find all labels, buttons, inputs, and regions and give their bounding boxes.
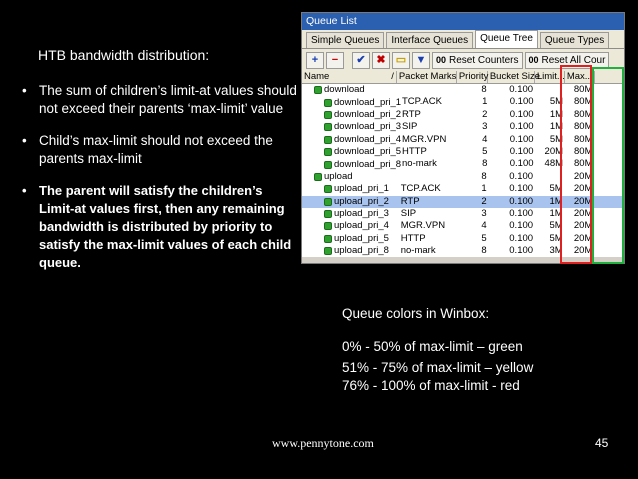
tab-queue-types[interactable]: Queue Types (540, 32, 609, 48)
col-limit-at[interactable]: Limit... (536, 71, 565, 82)
queue-icon (324, 111, 332, 119)
cell-limit: 5M (549, 220, 563, 232)
queue-name: download_pri_5 (334, 146, 402, 158)
queue-icon (324, 161, 332, 169)
cell-max: 80M (574, 96, 593, 108)
cell-limit: 1M (549, 207, 563, 219)
cell-max: 20M (573, 170, 593, 182)
queue-icon (324, 222, 332, 230)
note-red: 76% - 100% of max-limit - red (342, 378, 520, 393)
col-name[interactable] (302, 71, 397, 83)
queue-icon (314, 86, 322, 94)
cell-priority: 1 (482, 96, 488, 108)
cell-marks: TCP.ACK (400, 183, 441, 195)
cell-marks: no-mark (402, 158, 437, 170)
cell-limit: 5M (549, 183, 563, 195)
queue-icon (324, 148, 332, 156)
cell-priority: 5 (481, 232, 487, 244)
cell-bucket: 0.100 (509, 220, 534, 232)
cell-bucket: 0.100 (509, 195, 534, 207)
bullet-dot: • (22, 83, 27, 98)
queue-name: download_pri_3 (334, 121, 402, 133)
bullet-dot: • (22, 183, 27, 198)
enable-check-icon[interactable]: ✔ (352, 52, 370, 69)
tab-interface-queues[interactable]: Interface Queues (386, 32, 473, 48)
max-limit-highlight-box (592, 67, 624, 264)
queue-name: download_pri_4 (334, 133, 402, 145)
cell-priority: 3 (481, 207, 487, 219)
tab-simple-queues[interactable]: Simple Queues (306, 32, 384, 48)
queue-icon (324, 123, 332, 131)
cell-marks (399, 171, 458, 183)
sort-marker: / (391, 71, 394, 82)
reset-counters-label: Reset Counters (449, 54, 519, 66)
cell-max: 80M (574, 145, 593, 157)
window-title[interactable]: Queue List (302, 13, 624, 30)
cell-bucket: 0.100 (509, 158, 534, 170)
queue-color-notes (342, 306, 533, 395)
bullet-item (22, 82, 297, 118)
cell-name (302, 109, 400, 121)
cell-marks: HTTP (400, 232, 426, 244)
remove-icon[interactable]: − (326, 52, 344, 69)
cell-max: 20M (573, 220, 593, 232)
cell-max: 80M (574, 158, 593, 170)
cell-max: 80M (574, 108, 593, 120)
cell-max: 20M (573, 245, 593, 257)
cell-bucket: 0.100 (509, 232, 534, 244)
cell-limit: 20M (544, 145, 564, 157)
cell-limit: 1M (549, 195, 563, 207)
notes-title: Queue colors in Winbox: (342, 306, 490, 321)
cell-priority: 8 (481, 245, 487, 257)
queue-icon (314, 173, 322, 181)
queue-icon (324, 99, 332, 107)
cell-marks: RTP (402, 108, 421, 120)
cell-max: 80M (574, 121, 593, 133)
cell-limit: 48M (544, 158, 564, 170)
cell-marks: SIP (400, 207, 417, 219)
col-packet-marks[interactable]: Packet Marks (398, 71, 457, 82)
queue-name: upload_pri_2 (334, 195, 389, 207)
reset-all-label: Reset All Cour (541, 54, 606, 66)
limit-at-highlight-box (560, 65, 592, 264)
cell-name (302, 183, 399, 195)
cell-priority: 8 (481, 84, 487, 95)
cell-name (302, 134, 400, 146)
col-name-label: Name (304, 71, 330, 82)
filter-icon[interactable]: ▼ (412, 52, 430, 69)
queue-name: download_pri_1 (334, 96, 402, 108)
queue-name: download_pri_2 (334, 108, 402, 120)
cell-name (302, 233, 399, 245)
cell-marks: RTP (400, 195, 420, 207)
cell-priority: 4 (482, 133, 488, 145)
col-priority[interactable]: Priority (458, 71, 489, 82)
cell-bucket: 0.100 (509, 170, 534, 182)
cell-priority: 8 (482, 158, 488, 170)
slide-heading: HTB bandwidth distribution: (38, 47, 210, 63)
reset-all-icon: 00 (528, 54, 539, 65)
cell-bucket: 0.100 (509, 245, 534, 257)
cell-max: 20M (573, 195, 593, 207)
bullet-text: The sum of children’s limit-at values should not exceed their parents ‘max-limit’ value (39, 83, 297, 116)
cell-marks: no-mark (400, 245, 436, 257)
queue-name: download_pri_8 (334, 158, 402, 170)
add-icon[interactable]: + (306, 52, 324, 69)
cell-priority: 2 (481, 195, 487, 207)
cell-priority: 4 (481, 220, 487, 232)
cell-bucket: 0.100 (509, 145, 534, 157)
cell-marks: MGR.VPN (400, 220, 446, 232)
cell-name (302, 208, 399, 220)
cell-limit: 5M (549, 133, 564, 145)
cell-marks: SIP (402, 121, 418, 133)
cell-priority: 3 (482, 121, 488, 133)
cell-name (302, 196, 399, 208)
cell-bucket: 0.100 (509, 108, 534, 120)
cell-name (302, 220, 399, 232)
page-number: 45 (595, 436, 609, 450)
comment-icon[interactable]: ▭ (392, 52, 410, 69)
bullet-dot: • (22, 133, 27, 148)
cell-bucket: 0.100 (509, 183, 534, 195)
queue-name: upload (324, 170, 353, 182)
cell-bucket: 0.100 (509, 121, 534, 133)
bullet-list (22, 82, 297, 286)
queue-icon (324, 235, 332, 243)
queue-name: upload_pri_8 (334, 245, 389, 257)
cell-priority: 1 (481, 183, 487, 195)
disable-x-icon[interactable]: ✖ (372, 52, 390, 69)
reset-counters-button[interactable] (432, 52, 523, 69)
note-yellow: 51% - 75% of max-limit – yellow (342, 360, 534, 375)
queue-list-window (301, 12, 625, 264)
col-max-limit[interactable]: Max... (565, 71, 595, 83)
queue-name: upload_pri_3 (334, 208, 389, 220)
cell-marks: HTTP (402, 145, 427, 157)
queue-name: upload_pri_1 (334, 183, 389, 195)
cell-name (302, 96, 400, 108)
bullet-text: Child’s max-limit should not exceed the parents max-limit (39, 133, 273, 166)
note-green: 0% - 50% of max-limit – green (342, 339, 523, 354)
cell-name (302, 146, 400, 158)
cell-name (302, 121, 400, 133)
cell-limit: 1M (549, 108, 564, 120)
footer-url: www.pennytone.com (272, 436, 374, 450)
queue-icon (324, 185, 332, 193)
cell-max: 80M (574, 133, 593, 145)
cell-marks (399, 84, 458, 96)
cell-limit: 3M (549, 245, 563, 257)
tab-bar (302, 30, 624, 49)
queue-icon (324, 210, 332, 218)
queue-name: download (324, 84, 365, 96)
bullet-text: The parent will satisfy the children’s Limit-at values first, then any remaining bandwidth is distributed by priority to satisfy the max-limit values of each child queue. (39, 183, 292, 270)
cell-priority: 5 (482, 145, 488, 157)
queue-name: upload_pri_5 (334, 232, 389, 244)
cell-bucket: 0.100 (509, 96, 534, 108)
queue-name: upload_pri_4 (334, 220, 389, 232)
bullet-item (22, 132, 297, 168)
queue-icon (324, 198, 332, 206)
bullet-item (22, 182, 297, 272)
cell-limit: 5M (549, 232, 563, 244)
cell-bucket: 0.100 (509, 133, 534, 145)
cell-marks: TCP.ACK (402, 96, 442, 108)
cell-priority: 8 (481, 170, 487, 182)
cell-name (302, 245, 399, 257)
cell-priority: 2 (482, 108, 488, 120)
reset-counters-icon: 00 (436, 54, 447, 65)
cell-limit: 5M (549, 96, 564, 108)
cell-max: 20M (573, 183, 593, 195)
cell-max: 80M (573, 84, 593, 95)
cell-limit: 1M (549, 121, 564, 133)
cell-name (302, 84, 399, 96)
col-bucket-size[interactable]: Bucket Size (489, 71, 541, 82)
tab-queue-tree[interactable]: Queue Tree (475, 30, 538, 48)
cell-bucket: 0.100 (509, 84, 534, 95)
cell-max: 20M (573, 232, 593, 244)
cell-marks: MGR.VPN (402, 133, 447, 145)
cell-name (302, 171, 399, 183)
cell-name (302, 158, 400, 170)
cell-bucket: 0.100 (509, 207, 534, 219)
queue-icon (324, 247, 332, 255)
cell-max: 20M (573, 207, 593, 219)
queue-icon (324, 136, 332, 144)
